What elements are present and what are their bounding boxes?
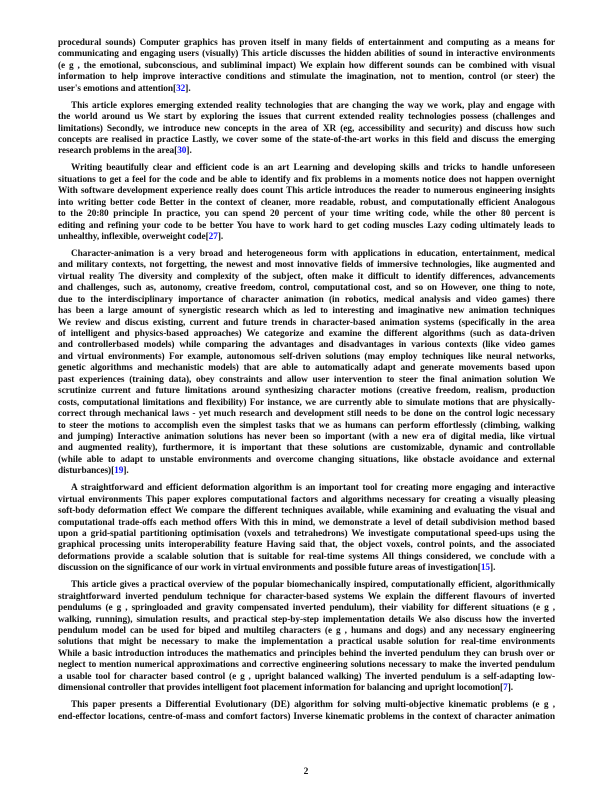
line-text: virtual environments This paper explores computational factors and algorithms necessary for creating a visually pleasing <box>58 494 555 505</box>
bracket: ] <box>490 563 494 574</box>
line-text: neglect to mention numerical approximations and corrective engineering solutions necessary to make the inverted pendulum <box>58 660 555 671</box>
text-line <box>58 506 555 517</box>
line-text: concepts are realised in practice Lastly, we cover some of the state-of-the-art works in this field and discuss the emerging <box>58 135 555 145</box>
bracket: ] <box>507 683 511 694</box>
text-line <box>58 683 555 694</box>
text-line <box>58 249 555 260</box>
line-text: (while able to adapt to unstable environments and overcome changing situations, like obstacle avoidance and external <box>58 454 555 465</box>
line-text: virtual reality The diversity and complexity of the subject, often make it difficult to identify differences, advancements <box>58 271 555 282</box>
paragraph <box>58 249 555 478</box>
citation-link[interactable]: 32 <box>176 83 186 94</box>
text-line <box>58 580 555 591</box>
text-line <box>58 49 555 60</box>
bracket: [ <box>111 466 115 477</box>
text-line <box>58 295 555 306</box>
bracket: [ <box>173 83 177 94</box>
bracket: ] <box>185 83 189 94</box>
text-line <box>58 209 555 220</box>
text-line <box>58 626 555 637</box>
line-text: end-effector locations, centre-of-mass and comfort factors) Inverse kinematic problems in the context of character animation <box>58 711 555 722</box>
bracket: ] <box>217 232 221 242</box>
line-text: due to the interdisciplinary importance of character animation (in robotics, medical analysis and video games) there <box>58 294 555 305</box>
sentence-end: . <box>126 466 129 477</box>
line-text: genetic algorithms and mechanistic models) that are able to automatically adapt and generate movements based upon <box>58 363 555 374</box>
citation-link[interactable]: 15 <box>480 563 491 574</box>
text-line <box>58 712 555 723</box>
text-line <box>58 563 555 574</box>
line-text: deformations provide a scalable solution that is suitable for real-time systems All things considered, we conclude with a <box>58 551 555 562</box>
text-line <box>58 529 555 540</box>
citation-link[interactable]: 19 <box>114 466 124 477</box>
text-line <box>58 615 555 626</box>
line-text: We review and discus existing, current and future trends in character-based animation systems (specifically in the area <box>58 317 555 328</box>
citation-link[interactable]: 30 <box>177 146 187 157</box>
line-text: (e g , the emotional, subconscious, and subliminal impact) We explain how different sounds can be combined with visual <box>58 60 555 71</box>
sentence-end: . <box>493 563 496 574</box>
line-text: procedural sounds) Computer graphics has proven itself in many fields of entertainment and computing as a means for <box>58 38 555 48</box>
line-text: This paper presents a Differential Evolutionary (DE) algorithm for solving multi-objective kinematic problems (e g , <box>71 700 555 711</box>
sentence-end: . <box>220 232 224 242</box>
line-text: straightforward inverted pendulum technique for character-based systems We explain the different flavours of inverted <box>58 591 555 602</box>
line-text: While a basic introduction introduces the mathematics and principles behind the inverted pendulum they can brush over or <box>58 648 555 659</box>
text-line <box>58 518 555 529</box>
text-line <box>58 672 555 683</box>
text-line <box>58 363 555 374</box>
text-line <box>58 163 555 174</box>
text-line <box>58 283 555 294</box>
text-line <box>58 72 555 83</box>
text-line <box>58 221 555 232</box>
line-text: dimensional controller that provides intelligent foot placement information for balancing and upright locomotion <box>58 683 501 694</box>
text-line <box>58 432 555 443</box>
line-text: computational trade-offs each method offers With this in mind, we demonstrate a level of detail subdivision method based <box>58 517 555 528</box>
line-text: and controllerbased models) while comparing the advantages and disadvantages in various contexts (like video games <box>58 340 555 351</box>
bracket: [ <box>500 683 504 694</box>
text-line <box>58 352 555 363</box>
line-text: and challenges, such as, autonomy, creative freedom, control, computational cost, and so on However, one thing to note, <box>58 283 555 294</box>
paragraph <box>58 483 555 575</box>
line-text: Character-animation is a very broad and heterogeneous form with applications in education, entertainment, medical <box>71 248 555 259</box>
text-line <box>58 306 555 317</box>
line-text: This article explores emerging extended reality technologies that are changing the way we work, play and engage with <box>71 100 555 111</box>
line-text: soft-body deformation effect We compare the different techniques available, while examining and evaluating the visual and <box>58 506 555 517</box>
bracket: [ <box>205 232 209 242</box>
line-text: correct through mechanical laws - yet much research and development still needs to be done on the control logic necessary <box>58 409 555 420</box>
paragraph <box>58 580 555 694</box>
bracket: ] <box>186 146 190 157</box>
line-text: into writing better code Better in the context of cleaner, more readable, robust, and computationally efficient Analogous <box>58 197 555 208</box>
line-text: and military contexts, not forgetting, the newest and most innovative fields of immersive technologies, like augmented and <box>58 260 555 271</box>
text-line <box>58 329 555 340</box>
line-text: costs, computational limitations and flexibility) For instance, we are currently able to simulate motions that are physically- <box>58 397 555 408</box>
line-text: communicating and engaging users (visually) This article discusses the hidden abilities of sound in interactive environments <box>58 49 555 60</box>
bracket: ] <box>123 466 127 477</box>
text-line <box>58 603 555 614</box>
text-line <box>58 649 555 660</box>
line-text: user's emotions and attention <box>58 83 174 94</box>
bracket: [ <box>174 146 178 157</box>
line-text: A straightforward and efficient deformation algorithm is an important tool for creating more engaging and interactive <box>71 483 555 494</box>
text-line <box>58 700 555 711</box>
paragraph <box>58 163 555 243</box>
text-line <box>58 135 555 146</box>
text-line <box>58 421 555 432</box>
line-text: and jumping) Interactive animation solutions has never been so important (with a new era of digital media, like virtual <box>58 431 555 442</box>
line-text: This article gives a practical overview of the popular biomechanically inspired, computationally efficient, algorithmically <box>71 580 555 591</box>
line-text: upon a grid-spatial partitioning optimisation (voxels and tetrahedrons) We investigate computational speed-ups using the <box>58 528 555 539</box>
line-text: scrutinize current and future limitations around synthesizing character motions (creative freedom, realism, production <box>58 386 555 397</box>
text-line <box>58 483 555 494</box>
line-text: situations to get a feel for the code and be able to identify and fix problems in a moments notice does not happen overnight <box>58 174 555 185</box>
text-line <box>58 186 555 197</box>
line-text: the world around us We start by exploring the issues that current extended reality technologies possess (challenges and <box>58 112 555 123</box>
line-text: has been a large amount of synergistic research which as led to interesting and imaginative new animation techniques <box>58 306 555 317</box>
text-line <box>58 540 555 551</box>
line-text: Writing beautifully clear and efficient code is an art Learning and developing skills and tricks to handle unforeseen <box>71 163 555 174</box>
line-text: With software development experience really does count This article introduces the reader to numerous engineering insights <box>58 186 555 197</box>
line-text: editing and refining your code to be better You have to work hard to get coding muscles Lazy coding ultimately leads to <box>58 220 555 231</box>
text-line <box>58 455 555 466</box>
page-body <box>58 38 555 728</box>
text-line <box>58 375 555 386</box>
line-text: pendulum model can be used for biped and multileg characters (e g , humans and dogs) and any necessary engineering <box>58 625 555 636</box>
text-line <box>58 146 555 157</box>
text-line <box>58 272 555 283</box>
citation-link[interactable]: 27 <box>208 232 218 242</box>
text-line <box>58 398 555 409</box>
line-text: limitations) Secondly, we introduce new concepts in the area of XR (eg, accessibility and security) and discuss how such <box>58 123 555 134</box>
line-text: and augmented reality), furthermore, it is important that these solutions are customizable, dynamic and controllable <box>58 443 555 454</box>
line-text: research problems in the area <box>58 146 175 157</box>
sentence-end: . <box>188 83 191 94</box>
sentence-end: . <box>189 146 192 157</box>
paragraph <box>58 700 555 723</box>
text-line <box>58 637 555 648</box>
paragraph <box>58 38 555 95</box>
text-line <box>58 552 555 563</box>
text-line <box>58 124 555 135</box>
bracket: [ <box>477 563 481 574</box>
line-text: discussion on the significance of our work in virtual environments and possible future areas of investigation <box>58 563 478 574</box>
line-text: unhealthy, inflexible, overweight code <box>58 232 206 242</box>
citation-link[interactable]: 7 <box>503 683 508 694</box>
line-text: information to help improve interactive conditions and stimulate the imagination, not to mention, control (or steer) the <box>58 72 555 83</box>
line-text: walking, running), simulation results, and practical step-by-step implementation details We also discuss how the inverted <box>58 614 555 625</box>
text-line <box>58 340 555 351</box>
line-text: and virtual environments) For example, autonomous self-driven solutions (may employ techniques like neural networks, <box>58 351 555 362</box>
text-line <box>58 495 555 506</box>
text-line <box>58 175 555 186</box>
line-text: solutions that might be necessary to make the implementation a practical usable solution for real-time environments <box>58 637 555 648</box>
line-text: of intelligent and physics-based approaches) We categorize and examine the different algorithms (such as data-driven <box>58 329 555 339</box>
sentence-end: . <box>510 683 514 694</box>
text-line <box>58 101 555 112</box>
text-line <box>58 443 555 454</box>
text-line <box>58 61 555 72</box>
page-number: 2 <box>303 767 309 777</box>
line-text: pendulums (e g , springloaded and gravity compensated inverted pendulum), their viability for different situations (e g , <box>58 603 555 614</box>
line-text: to steer the motions to accomplish even the simplest tasks that we as humans can perform effortlessly (climbing, walking <box>58 420 555 431</box>
line-text: disturbances) <box>58 466 112 477</box>
paragraph <box>58 101 555 158</box>
text-line <box>58 466 555 477</box>
text-line <box>58 38 555 49</box>
text-line <box>58 318 555 329</box>
text-line <box>58 592 555 603</box>
text-line <box>58 409 555 420</box>
text-line <box>58 112 555 123</box>
text-line <box>58 386 555 397</box>
line-text: graphical processing units interoperability feature Having said that, the object voxels, control points, and the associated <box>58 540 555 551</box>
text-line <box>58 260 555 271</box>
text-line <box>58 84 555 95</box>
text-line <box>58 660 555 671</box>
line-text: past experiences (training data), obey constraints and allow user intervention to steer the final animation solution We <box>58 374 555 385</box>
line-text: a usable tool for character based control (e g , upright balanced walking) The inverted pendulum is a self-adapting low- <box>58 671 555 682</box>
text-line <box>58 232 555 243</box>
text-line <box>58 198 555 209</box>
line-text: to the 20:80 principle In practice, you can spend 20 percent of your time writing code, while the other 80 percent is <box>58 209 555 220</box>
